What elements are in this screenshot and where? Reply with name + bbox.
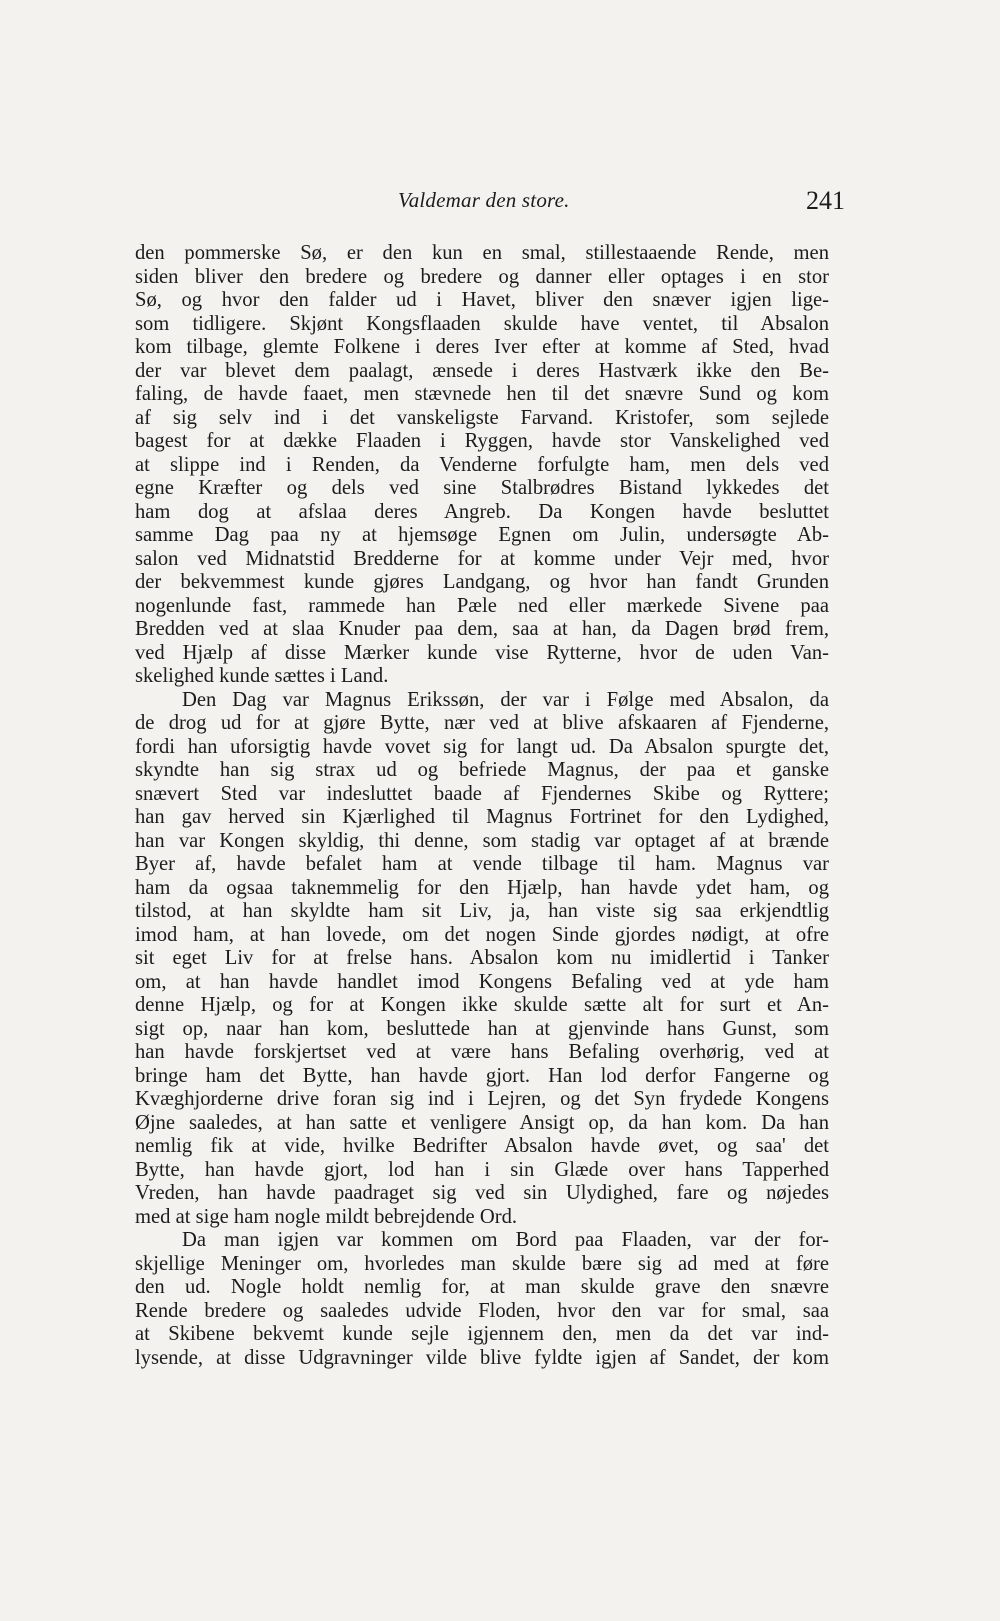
text-line: denne Hjælp, og for at Kongen ikke skulde sætte alt for surt et An- bbox=[135, 994, 829, 1016]
text-line: ham dog at afslaa deres Angreb. Da Kongen havde besluttet bbox=[135, 500, 829, 523]
text-line: snævert Sted var indesluttet baade af Fjendernes Skibe og Ryttere; bbox=[135, 782, 829, 805]
text-line: der bekvemmest kunde gjøres Landgang, og hvor han fandt Grunden bbox=[135, 571, 829, 593]
text-line: skelighed kunde sættes i Land. bbox=[135, 665, 389, 687]
text-line: egne Kræfter og dels ved sine Stalbrødres Bistand lykkedes det bbox=[135, 477, 829, 499]
text-line: faling, de havde faaet, men stævnede hen til det snævre Sund og kom bbox=[135, 383, 829, 405]
text-line: lysende, at disse Udgravninger vilde blive fyldte igjen af Sandet, der kom bbox=[135, 1346, 829, 1369]
body-text bbox=[135, 242, 829, 1370]
text-line: tilstod, at han skyldte ham sit Liv, ja, han viste sig saa erkjendtlig bbox=[135, 900, 829, 922]
text-line: fordi han uforsigtig havde vovet sig for langt ud. Da Absalon spurgte det, bbox=[135, 735, 829, 758]
text-line: Sø, og hvor den falder ud i Havet, bliver den snæver igjen lige- bbox=[135, 289, 829, 311]
text-line: Kvæghjorderne drive foran sig ind i Lejren, og det Syn frydede Kongens bbox=[135, 1088, 829, 1110]
text-line: Da man igjen var kommen om Bord paa Flaaden, var der for- bbox=[182, 1229, 829, 1251]
text-line: om, at han havde handlet imod Kongens Befaling ved at yde ham bbox=[135, 970, 829, 993]
text-line: han var Kongen skyldig, thi denne, som stadig var optaget af at brænde bbox=[135, 829, 829, 852]
text-line: ved Hjælp af disse Mærker kunde vise Rytterne, hvor de uden Van- bbox=[135, 641, 829, 664]
text-line: sit eget Liv for at frelse hans. Absalon kom nu imidlertid i Tanker bbox=[135, 947, 829, 969]
text-line: skyndte han sig strax ud og befriede Magnus, der paa et ganske bbox=[135, 759, 829, 781]
text-line: salon ved Midnatstid Bredderne for at komme under Vejr med, hvor bbox=[135, 547, 829, 570]
text-line: siden bliver den bredere og bredere og danner eller optages i en stor bbox=[135, 265, 829, 288]
text-line: bagest for at dække Flaaden i Ryggen, havde stor Vanskelighed ved bbox=[135, 430, 829, 452]
text-line: Vreden, han havde paadraget sig ved sin Ulydighed, fare og nøjedes bbox=[135, 1182, 829, 1204]
text-line: skjellige Meninger om, hvorledes man skulde bære sig ad med at føre bbox=[135, 1252, 829, 1275]
text-line: nogenlunde fast, rammede han Pæle ned eller mærkede Sivene paa bbox=[135, 594, 829, 617]
text-line: som tidligere. Skjønt Kongsflaaden skulde have ventet, til Absalon bbox=[135, 312, 829, 335]
text-line: Bytte, han havde gjort, lod han i sin Glæde over hans Tapperhed bbox=[135, 1158, 829, 1181]
running-head bbox=[0, 188, 1000, 228]
text-line: Bredden ved at slaa Knuder paa dem, saa at han, da Dagen brød frem, bbox=[135, 618, 829, 640]
text-line: de drog ud for at gjøre Bytte, nær ved at blive afskaaren af Fjenderne, bbox=[135, 712, 829, 734]
text-line: der var blevet dem paalagt, ænsede i deres Hastværk ikke den Be- bbox=[135, 359, 829, 382]
text-line: imod ham, at han lovede, om det nogen Sinde gjordes nødigt, at ofre bbox=[135, 923, 829, 946]
text-line: Den Dag var Magnus Erikssøn, der var i Følge med Absalon, da bbox=[182, 688, 829, 711]
text-line: nemlig fik at vide, hvilke Bedrifter Absalon havde øvet, og saa' det bbox=[135, 1135, 829, 1157]
text-line: bringe ham det Bytte, han havde gjort. Han lod derfor Fangerne og bbox=[135, 1064, 829, 1087]
text-line: den pommerske Sø, er den kun en smal, stillestaaende Rende, men bbox=[135, 242, 829, 264]
text-line: med at sige ham nogle mildt bebrejdende Ord. bbox=[135, 1205, 518, 1228]
running-title: Valdemar den store. bbox=[398, 188, 570, 212]
text-line: at Skibene bekvemt kunde sejle igjennem den, men da det var ind- bbox=[135, 1323, 829, 1345]
text-line: af sig selv ind i det vanskeligste Farvand. Kristofer, som sejlede bbox=[135, 406, 829, 429]
text-line: ham da ogsaa taknemmelig for den Hjælp, han havde ydet ham, og bbox=[135, 876, 829, 899]
text-line: Rende bredere og saaledes udvide Floden, hvor den var for smal, saa bbox=[135, 1299, 829, 1322]
text-line: sigt op, naar han kom, besluttede han at gjenvinde hans Gunst, som bbox=[135, 1017, 829, 1040]
text-line: han havde forskjertset ved at være hans Befaling overhørig, ved at bbox=[135, 1041, 829, 1063]
text-line: han gav herved sin Kjærlighed til Magnus Fortrinet for den Lydighed, bbox=[135, 806, 829, 828]
page-number: 241 bbox=[806, 186, 845, 215]
text-line: den ud. Nogle holdt nemlig for, at man skulde grave den snævre bbox=[135, 1276, 829, 1298]
text-line: Øjne saaledes, at han satte et venligere Ansigt op, da han kom. Da han bbox=[135, 1111, 829, 1134]
text-line: at slippe ind i Renden, da Venderne forfulgte ham, men dels ved bbox=[135, 453, 829, 476]
text-line: kom tilbage, glemte Folkene i deres Iver efter at komme af Sted, hvad bbox=[135, 336, 829, 358]
text-line: Byer af, havde befalet ham at vende tilbage til ham. Magnus var bbox=[135, 853, 829, 875]
text-line: samme Dag paa ny at hjemsøge Egnen om Julin, undersøgte Ab- bbox=[135, 524, 829, 546]
